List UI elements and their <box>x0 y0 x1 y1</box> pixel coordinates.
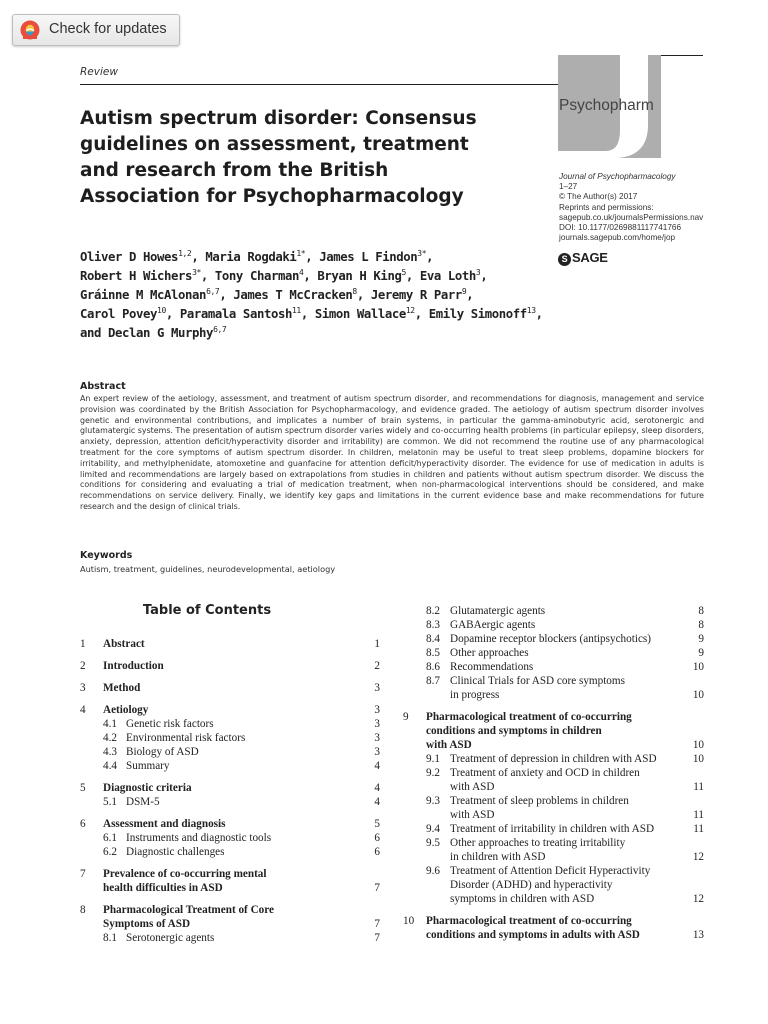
author-name: Robert H Wichers$^{3*}$ <box>80 268 201 283</box>
toc-entry-link[interactable]: Diagnostic criteria <box>103 782 192 794</box>
author-affiliation: 3* <box>192 268 201 277</box>
toc-entry-number: 4.2 <box>103 732 117 744</box>
toc-entry-link[interactable]: Treatment of irritability in children with ASD <box>450 823 655 835</box>
toc-entry-number: 4.1 <box>103 718 117 730</box>
toc-entry-number: 9.5 <box>426 837 440 849</box>
toc-entry-number: 8.7 <box>426 675 440 687</box>
toc-entry-number: 2 <box>80 660 86 672</box>
toc-entry-number: 7 <box>80 868 86 880</box>
toc-entry-page: 12 <box>692 893 704 905</box>
toc-entry-link[interactable]: Pharmacological treatment of co-occurring <box>426 711 632 723</box>
toc-entry-page: 10 <box>692 739 704 751</box>
keywords-text: Autism, treatment, guidelines, neurodevelopmental, aetiology <box>80 564 336 574</box>
toc-entry-page: 11 <box>693 809 704 821</box>
author-name: Oliver D Howes$^{1,2}$ <box>80 249 192 264</box>
toc-entry-page: 4 <box>374 760 380 772</box>
toc-entry-page: 4 <box>374 796 380 808</box>
toc-entry-number: 4.4 <box>103 760 117 772</box>
toc-entry-link[interactable]: Instruments and diagnostic tools <box>126 832 272 844</box>
keywords-heading: Keywords <box>80 550 133 561</box>
toc-entry-link[interactable]: DSM-5 <box>126 796 160 808</box>
author-name: Bryan H King$^5$ <box>317 268 406 283</box>
author-name: Gráinne M McAlonan$^{6,7}$ <box>80 287 220 302</box>
article-type: Review <box>80 66 118 78</box>
toc-entry-number: 9 <box>403 711 409 723</box>
article-title: Autism spectrum disorder: Consensus guidelines on assessment, treatment and research from the British Association for Psychopharmacology <box>80 108 477 207</box>
author-name: Maria Rogdaki$^{1*}$ <box>205 249 306 264</box>
toc-entry-number: 9.3 <box>426 795 440 807</box>
toc-entry-link[interactable]: Summary <box>126 760 170 772</box>
toc-entry-number: 9.4 <box>426 823 440 835</box>
toc-entry-link[interactable]: Genetic risk factors <box>126 718 214 730</box>
toc-entry-link[interactable]: Glutamatergic agents <box>450 605 546 617</box>
toc-entry-number: 8 <box>80 904 86 916</box>
author-line: Gráinne M McAlonan$^{6,7}$, James T McCracken$^8$, Jeremy R Parr$^9$, <box>80 287 474 302</box>
toc-entry-link[interactable]: GABAergic agents <box>450 619 536 631</box>
toc-entry-page: 11 <box>693 781 704 793</box>
toc-entry-link[interactable]: Other approaches to treating irritability <box>450 837 626 849</box>
toc-entry-page: 6 <box>374 846 380 858</box>
toc-entry-number: 4 <box>80 704 86 716</box>
toc-entry-page: 9 <box>698 647 704 659</box>
toc-entry-link[interactable]: Biology of ASD <box>126 746 199 758</box>
toc-entry-number: 8.4 <box>426 633 440 645</box>
reprints-label: Reprints and permissions: <box>559 202 654 212</box>
author-name: Simon Wallace$^{12}$ <box>314 306 415 321</box>
author-affiliation: 6,7 <box>206 287 220 296</box>
toc-entry-link[interactable]: Prevalence of co-occurring mental <box>103 868 267 880</box>
toc-entry-page: 7 <box>374 932 380 944</box>
publisher-name: SAGE <box>572 250 608 265</box>
toc-entry-page: 10 <box>692 689 704 701</box>
toc-entry-link[interactable]: Treatment of Attention Deficit Hyperactivity <box>450 865 651 877</box>
author-affiliation: 12 <box>405 306 415 315</box>
toc-entry-page: 12 <box>692 851 704 863</box>
toc-entry-link[interactable]: Disorder (ADHD) and hyperactivity <box>450 879 613 891</box>
toc-entry-page: 13 <box>692 929 704 941</box>
toc-entry-link[interactable]: Dopamine receptor blockers (antipsychotics) <box>450 633 651 645</box>
copyright: © The Author(s) 2017 <box>559 192 638 202</box>
toc-entry-number: 5.1 <box>103 796 117 808</box>
toc-entry-link[interactable]: Clinical Trials for ASD core symptoms <box>450 675 625 687</box>
toc-entry-page: 3 <box>374 718 380 730</box>
toc-entry-number: 8.2 <box>426 605 440 617</box>
toc-entry-link[interactable]: conditions and symptoms in adults with ASD <box>426 929 640 941</box>
toc-entry-link[interactable]: Treatment of anxiety and OCD in children <box>450 767 640 779</box>
toc-entry-link[interactable]: in children with ASD <box>450 851 546 863</box>
journal-logo-text: Psychopharm <box>559 97 654 114</box>
author-affiliation: 4 <box>298 268 304 277</box>
toc-entry-link[interactable]: Treatment of sleep problems in children <box>450 795 629 807</box>
author-affiliation: 8 <box>352 287 357 296</box>
toc-entry-page: 3 <box>374 732 380 744</box>
toc-entry-number: 5 <box>80 782 86 794</box>
abstract-heading: Abstract <box>80 381 126 392</box>
toc-entry-link[interactable]: Diagnostic challenges <box>126 846 225 858</box>
journal-pages: 1–27 <box>559 182 578 192</box>
toc-entry-link[interactable]: Introduction <box>103 660 164 672</box>
author-line: Oliver D Howes$^{1,2}$, Maria Rogdaki$^{1*}$, James L Findon$^{3*}$, <box>80 249 434 264</box>
toc-entry-link[interactable]: Treatment of depression in children with ASD <box>450 753 657 765</box>
check-for-updates-label: Check for updates <box>49 21 167 37</box>
author-line: Robert H Wichers$^{3*}$, Tony Charman$^4$, Bryan H King$^5$, Eva Loth$^3$, <box>80 268 488 283</box>
toc-entry-number: 6 <box>80 818 86 830</box>
toc-entry-link[interactable]: Recommendations <box>450 661 534 673</box>
toc-entry-link[interactable]: symptoms in children with ASD <box>450 893 595 905</box>
toc-entry-link[interactable]: health difficulties in ASD <box>103 882 223 894</box>
author-affiliation: 1* <box>296 249 306 258</box>
toc-entry-page: 8 <box>698 605 704 617</box>
toc-entry-page: 6 <box>374 832 380 844</box>
author-affiliation: 6,7 <box>213 325 227 334</box>
toc-entry-page: 3 <box>374 746 380 758</box>
toc-entry-number: 9.1 <box>426 753 440 765</box>
toc-entry-link[interactable]: Pharmacological treatment of co-occurring <box>426 915 632 927</box>
toc-entry-number: 8.5 <box>426 647 440 659</box>
author-name: Eva Loth$^3$ <box>419 268 481 283</box>
toc-entry-link[interactable]: Method <box>103 682 141 694</box>
journal-home-link[interactable]: journals.sagepub.com/home/jop <box>559 233 676 243</box>
author-name: and Declan G Murphy$^{6,7}$ <box>80 325 227 340</box>
toc-entry-number: 10 <box>403 915 415 927</box>
toc-entry-page: 1 <box>374 638 380 650</box>
toc-entry-link[interactable]: Assessment and diagnosis <box>103 818 226 830</box>
toc-entry-number: 8.1 <box>103 932 117 944</box>
toc-entry-number: 8.6 <box>426 661 440 673</box>
author-affiliation: 10 <box>157 306 166 315</box>
author-affiliation: 1,2 <box>178 249 192 258</box>
toc-entry-page: 9 <box>698 633 704 645</box>
toc-entry-link[interactable]: Abstract <box>103 638 145 650</box>
toc-entry-link[interactable]: Serotonergic agents <box>126 932 215 944</box>
toc-entry-number: 4.3 <box>103 746 117 758</box>
author-name: James T McCracken$^8$ <box>233 287 357 302</box>
toc-entry-link[interactable]: Environmental risk factors <box>126 732 246 744</box>
toc-entry-page: 8 <box>698 619 704 631</box>
toc-entry-number: 9.6 <box>426 865 440 877</box>
toc-entry-link[interactable]: Other approaches <box>450 647 529 659</box>
author-affiliation: 13 <box>526 306 536 315</box>
toc-entry-number: 6.1 <box>103 832 117 844</box>
toc-entry-number: 6.2 <box>103 846 117 858</box>
author-affiliation: 9 <box>461 287 467 296</box>
reprints-link[interactable]: sagepub.co.uk/journalsPermissions.nav <box>559 212 704 222</box>
toc-entry-number: 8.3 <box>426 619 440 631</box>
toc-entry-link[interactable]: Pharmacological Treatment of Core <box>103 904 274 916</box>
author-name: Carol Povey$^{10}$ <box>80 306 166 321</box>
toc-heading: Table of Contents <box>142 603 272 618</box>
toc-entry-link[interactable]: Aetiology <box>103 704 149 716</box>
toc-entry-page: 4 <box>374 782 380 794</box>
toc-entry-page: 10 <box>692 753 704 765</box>
author-name: James L Findon$^{3*}$ <box>319 249 427 264</box>
sage-s-icon: S <box>558 253 571 266</box>
toc-entry-number: 1 <box>80 638 86 650</box>
author-affiliation: 11 <box>291 306 301 315</box>
doi[interactable]: DOI: 10.1177/0269881117741766 <box>559 223 682 233</box>
author-affiliation: 3* <box>417 249 427 258</box>
author-name: Paramala Santosh$^{11}$ <box>179 306 301 321</box>
toc-entry-link[interactable]: with ASD <box>450 809 495 821</box>
toc-entry-page: 2 <box>374 660 380 672</box>
abstract-text: An expert review of the aetiology, assessment, and treatment of autism spectrum disorder, and recommendations for diagnosis, management and service provision was coordinated by the British Association for Psychopharmacology, and evidence graded. The aetiology of autism spectrum disorder involves genetic and environmental contributions, and implicates a number of brain systems, in particular the gamma-aminobutyric acid, serotonergic and glutamatergic systems. The presentation of autism spectrum disorder varies widely and co-occurring health problems (in particular epilepsy, sleep disorders, anxiety, depression, attention deficit/hyperactivity disorder and irritability) are common. We did not recommend the routine use of any pharmacological treatment for the core symptoms of autism spectrum disorder. In children, melatonin may be useful to treat sleep problems, dopamine blockers for irritability, and methylphenidate, atomoxetine and guanfacine for attention deficit/hyperactivity disorder. The evidence for use of medication in adults is limited and recommendations are largely based on extrapolations from studies in children and patients without autism spectrum disorder. We discuss the conditions for considering and evaluating a trial of medication treatment, when non-pharmacological interventions should be considered, and make recommendations on service delivery. Finally, we identify key gaps and limitations in the current evidence base and make recommendations for future research and the design of clinical trials. <box>80 394 704 511</box>
toc-entry-link[interactable]: with ASD <box>450 781 495 793</box>
author-affiliation: 3 <box>475 268 481 277</box>
toc-entry-number: 3 <box>80 682 86 694</box>
toc-entry-page: 7 <box>374 882 380 894</box>
toc-entry-link[interactable]: in progress <box>450 689 500 701</box>
toc-entry-page: 3 <box>374 704 380 716</box>
toc-entry-page: 5 <box>374 818 380 830</box>
toc-entry-page: 7 <box>374 918 380 930</box>
toc-entry-link[interactable]: Symptoms of ASD <box>103 918 191 930</box>
toc-entry-page: 3 <box>374 682 380 694</box>
author-affiliation: 5 <box>401 268 406 277</box>
author-name: Tony Charman$^4$ <box>214 268 304 283</box>
journal-name: Journal of Psychopharmacology <box>559 172 676 181</box>
toc-entry-link[interactable]: conditions and symptoms in children <box>426 725 602 737</box>
author-name: Emily Simonoff$^{13}$ <box>428 306 536 321</box>
toc-entry-link[interactable]: with ASD <box>426 739 472 751</box>
author-line: Carol Povey$^{10}$, Paramala Santosh$^{11}$, Simon Wallace$^{12}$, Emily Simonoff$^{13}$, <box>80 306 543 321</box>
author-name: Jeremy R Parr$^9$ <box>370 287 467 302</box>
toc-entry-number: 9.2 <box>426 767 440 779</box>
toc-entry-page: 10 <box>692 661 704 673</box>
toc-entry-page: 11 <box>693 823 704 835</box>
